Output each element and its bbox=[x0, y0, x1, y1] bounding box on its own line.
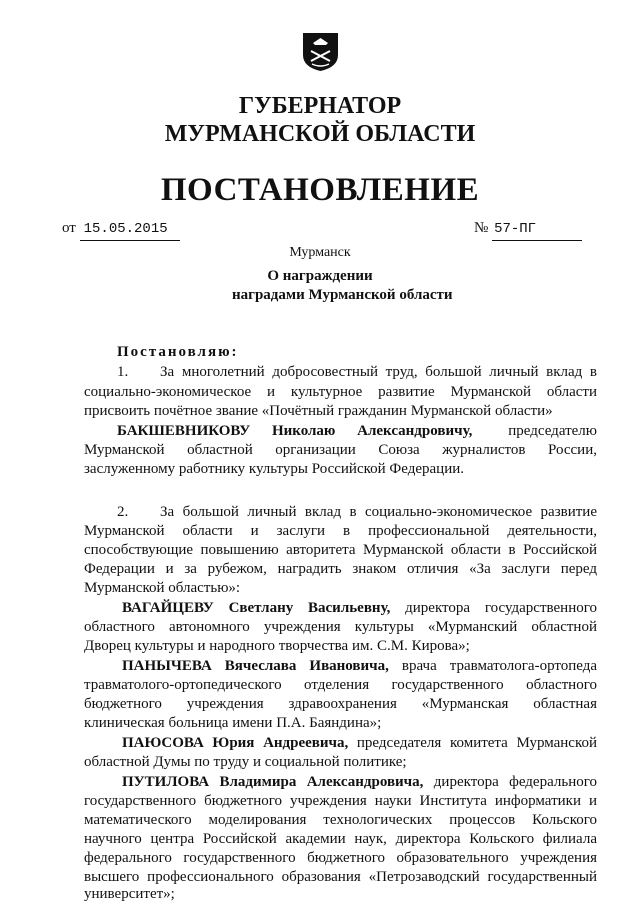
awardee-4-line-6: высшего профессионального образования «Петрозаводский государственный bbox=[84, 869, 597, 885]
awardee-2-line-2: травматолого-ортопедического отделения государственного областного bbox=[84, 677, 597, 693]
p1-line-3: присвоить почётное звание «Почётный гражданин Мурманской области» bbox=[84, 403, 553, 419]
awardee-2-first-line bbox=[122, 656, 597, 677]
p2-line-1: За большой личный вклад в социально-экономическое развитие bbox=[160, 504, 597, 520]
coat-of-arms-emblem bbox=[301, 31, 340, 72]
document-type-title: ПОСТАНОВЛЕНИЕ bbox=[160, 172, 480, 208]
awardee-4-first-line bbox=[122, 772, 597, 793]
awardee-1-position: директора государственного bbox=[390, 600, 598, 616]
region-title: МУРМАНСКОЙ ОБЛАСТИ bbox=[164, 121, 476, 147]
awardee-3-position: председателя комитета Мурманской bbox=[348, 735, 598, 751]
subject-line-2: наградами Мурманской области bbox=[232, 287, 453, 303]
awardee-3-name: ПАЮСОВА Юрия Андреевича, bbox=[122, 735, 349, 751]
awardee-2-position: врача травматолога-ортопеда bbox=[388, 658, 597, 674]
document-number: 57-ПГ bbox=[492, 219, 582, 241]
subject-line-1: О награждении bbox=[267, 268, 373, 284]
governor-title: ГУБЕРНАТОР bbox=[238, 93, 402, 119]
awardee-2-line-4: клиническая больница имени П.А. Баяндина»; bbox=[84, 715, 382, 731]
p2-number: 2. bbox=[117, 504, 129, 520]
awardee-1-name: ВАГАЙЦЕВУ Светлану Васильевну, bbox=[122, 600, 391, 616]
awardee-1-line-2: областного автономного учреждения культуры «Мурманский областной bbox=[84, 619, 597, 635]
awardee-4-line-3: математического моделирования технологических процессов Кольского bbox=[84, 812, 597, 828]
awardee-position: председателю bbox=[508, 423, 597, 439]
awardee-4-name: ПУТИЛОВА Владимира Александровича, bbox=[122, 774, 424, 790]
p1-number: 1. bbox=[117, 364, 129, 380]
p1-line-6: заслуженному работнику культуры Российской Федерации. bbox=[84, 461, 465, 477]
awardee-name: БАКШЕВНИКОВУ Николаю Александровичу, bbox=[117, 423, 473, 439]
awardee-4-line-7: университет»; bbox=[84, 886, 175, 902]
awardee-4-position: директора федерального bbox=[423, 774, 598, 790]
p2-line-5: Мурманской областью»: bbox=[84, 580, 241, 596]
awardee-3-first-line bbox=[122, 733, 597, 754]
document-date: 15.05.2015 bbox=[80, 219, 180, 241]
p2-line-3: способствующие повышению авторитета Мурманской области в Российской bbox=[84, 542, 597, 558]
awardee-2-name: ПАНЫЧЕВА Вячеслава Ивановича, bbox=[122, 658, 389, 674]
awardee-4-line-4: научного центра Российской академии наук, директора Кольского филиала bbox=[84, 831, 597, 847]
p1-line-5: Мурманской областной организации Союза журналистов России, bbox=[84, 442, 597, 458]
p2-line-2: Мурманской области и заслуги в профессиональной деятельности, bbox=[84, 523, 597, 539]
number-row bbox=[474, 218, 582, 241]
awardee-4-line-5: федерального государственного бюджетного образовательного учреждения bbox=[84, 850, 597, 866]
p2-line-4: Федерации и за рубежом, наградить знаком отличия «За заслуги перед bbox=[84, 561, 597, 577]
awardee-1-line-3: Дворец культуры и народного творчества им. С.М. Кирова»; bbox=[84, 638, 470, 654]
date-prefix: от bbox=[62, 220, 76, 236]
awardee-3-line-2: областной Думы по труду и социальной политике; bbox=[84, 754, 407, 770]
decree-lead: Постановляю: bbox=[117, 344, 239, 360]
p1-name-line bbox=[117, 421, 597, 442]
awardee-1-first-line bbox=[122, 598, 597, 619]
awardee-4-line-2: государственного бюджетного учреждения науки Института информатики и bbox=[84, 793, 597, 809]
p1-line-1: За многолетний добросовестный труд, большой личный вклад в bbox=[160, 364, 597, 380]
number-prefix: № bbox=[474, 220, 489, 236]
date-row bbox=[62, 218, 180, 241]
awardee-2-line-3: бюджетного учреждения здравоохранения «Мурманская областная bbox=[84, 696, 597, 712]
p1-line-2: социально-экономическое и культурное развитие Мурманской области bbox=[84, 384, 597, 400]
city: Мурманск bbox=[289, 245, 351, 260]
